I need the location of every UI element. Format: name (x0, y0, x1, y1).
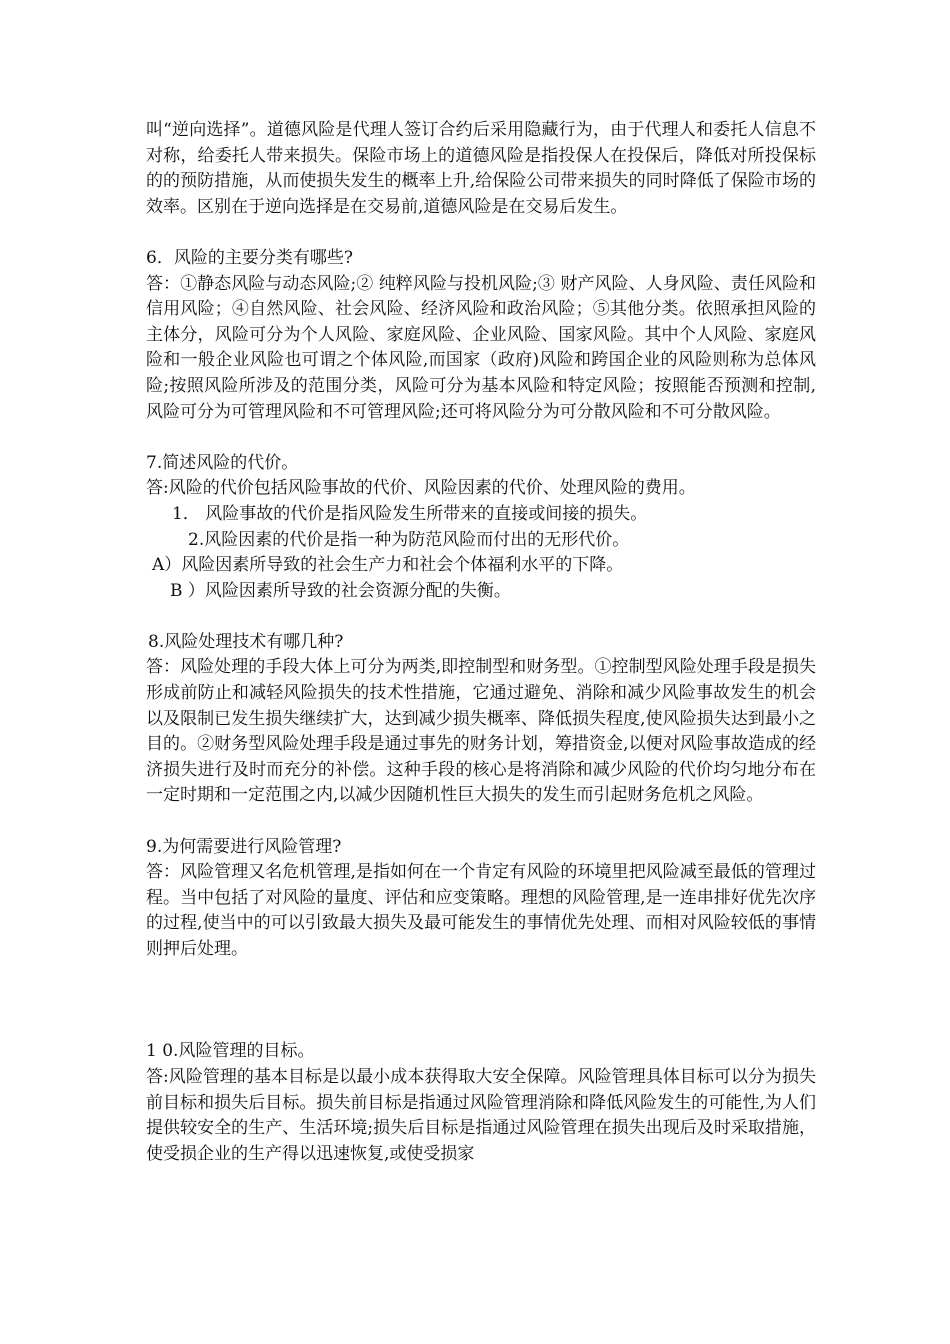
question-7-title: 7.简述风险的代价。 (146, 452, 299, 473)
spacer (146, 425, 816, 451)
document-page (146, 118, 816, 1167)
question-7-answer: 答:风险的代价包括风险事故的代价、风险因素的代价、处理风险的费用。 (146, 478, 696, 499)
question-9-answer: 答：风险管理又名危机管理,是指如何在一个肯定有风险的环境里把风险减至最低的管理过程。当中包括了对风险的量度、评估和应变策略。理想的风险管理,是一连串排好优先次序的过程,使当中的可以引致最大损失及最可能发生的事情优先处理、而相对风险较低的事情则押后处理。 (146, 862, 816, 959)
question-6-answer: 答：①静态风险与动态风险;② 纯粹风险与投机风险;③ 财产风险、人身风险、责任风险和信用风险；④自然风险、社会风险、经济风险和政治风险；⑤其他分类。依照承担风险的主体分，风险可分为个人风险、家庭风险、企业风险、国家风险。其中个人风险、家庭风险和一般企业风险也可谓之个体风险,而国家（政府)风险和跨国企业的风险则称为总体风险;按照风险所涉及的范围分类，风险可分为基本风险和特定风险；按照能否预测和控制,风险可分为可管理风险和不可管理风险;还可将风险分为可分散风险和不可分散风险。 (146, 273, 816, 422)
question-10-title: 1 0.风险管理的目标。 (146, 1041, 315, 1062)
question-10-answer: 答:风险管理的基本目标是以最小成本获得取大安全保障。风险管理具体目标可以分为损失前目标和损失后目标。损失前目标是指通过风险管理消除和降低风险发生的可能性,为人们提供较安全的生产、生活环境;损失后目标是指通过风险管理在损失出现后及时采取措施，使受损企业的生产得以迅速恢复,或使受损家 (146, 1066, 816, 1164)
spacer (146, 220, 816, 246)
question-7-item-a: A）风险因素所导致的社会生产力和社会个体福利水平的下降。 (152, 555, 624, 576)
question-8-answer: 答：风险处理的手段大体上可分为两类,即控制型和财务型。①控制型风险处理手段是损失形成前防止和减轻风险损失的技术性措施，它通过避免、消除和减少风险事故发生的机会以及限制已发生损失继续扩大，达到减少损失概率、降低损失程度,使风险损失达到最小之目的。②财务型风险处理手段是通过事先的财务计划，筹措资金,以便对风险事故造成的经济损失进行及时而充分的补偿。这种手段的核心是将消除和减少风险的代价均匀地分布在一定时期和一定范围之内,以减少因随机性巨大损失的发生而引起财务危机之风险。 (146, 657, 816, 806)
question-7-item-2: 2.风险因素的代价是指一种为防范风险而付出的无形代价。 (188, 529, 630, 550)
question-9-title: 9.为何需要进行风险管理? (146, 836, 342, 857)
intro-paragraph: 叫“逆向选择”。道德风险是代理人签订合约后采用隐藏行为，由于代理人和委托人信息不对称，给委托人带来损失。保险市场上的道德风险是指投保人在投保后，降低对所投保标的的预防措施，从而使损失发生的概率上升,给保险公司带来损失的同时降低了保险市场的效率。区别在于逆向选择是在交易前,道德风险是在交易后发生。 (146, 120, 816, 217)
question-7-item-b: B ）风险因素所导致的社会资源分配的失衡。 (170, 580, 511, 601)
spacer (146, 809, 816, 835)
spacer (146, 604, 816, 630)
spacer-large (146, 963, 816, 1040)
question-8-title: 8.风险处理技术有哪几种? (148, 631, 344, 652)
question-6-title: 6．风险的主要分类有哪些? (146, 247, 353, 268)
question-7-item-1: 1． 风险事故的代价是指风险发生所带来的直接或间接的损失。 (172, 503, 648, 524)
